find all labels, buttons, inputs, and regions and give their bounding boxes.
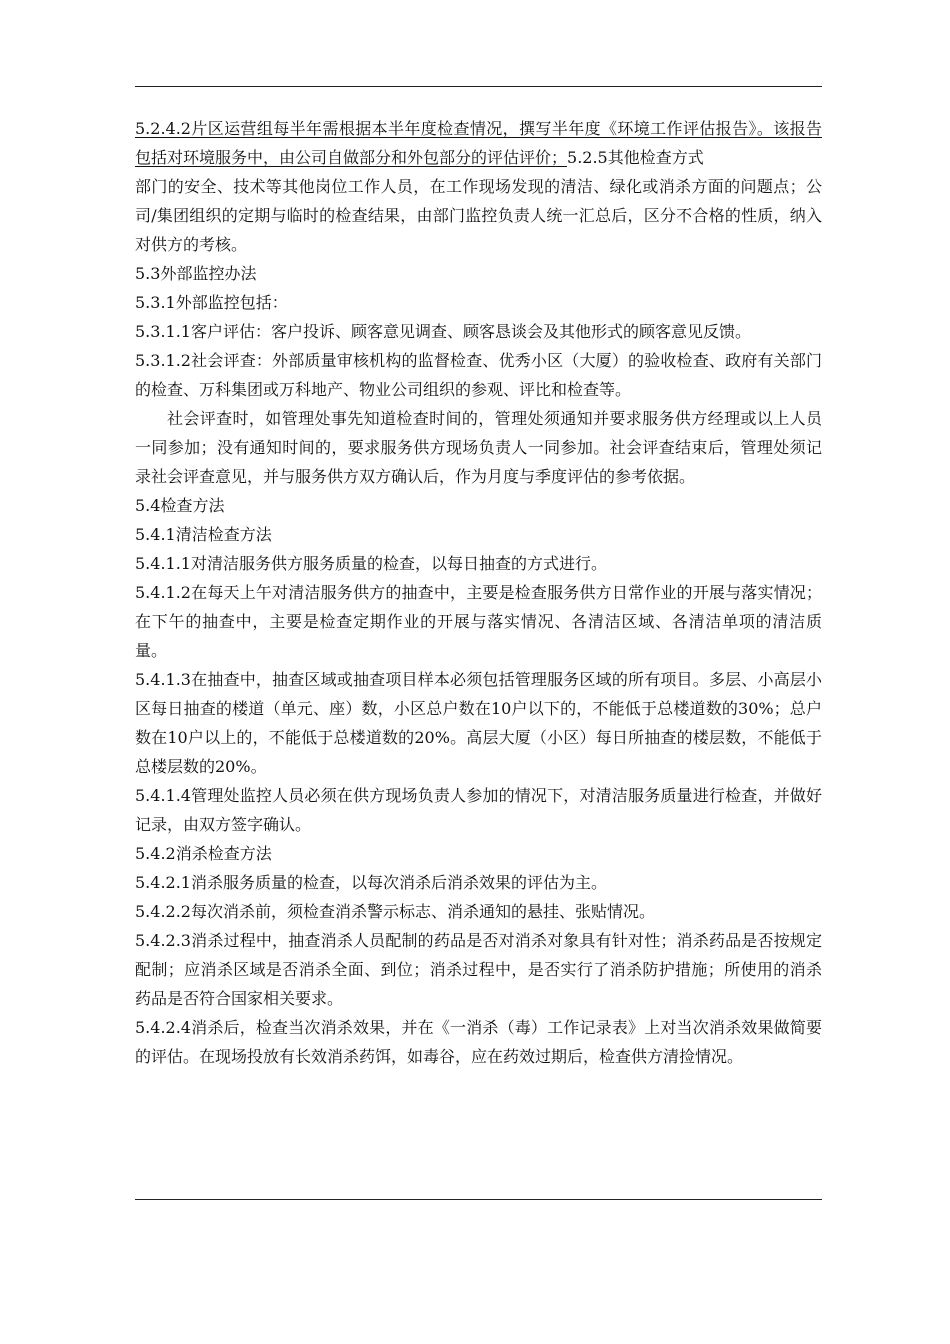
footer-rule <box>135 1199 822 1200</box>
paragraph-5-3-1-1: 5.3.1.1客户评估：客户投诉、顾客意见调查、顾客恳谈会及其他形式的顾客意见反馈。 <box>135 322 751 341</box>
section-heading-5-4-1: 5.4.1清洁检查方法 <box>135 525 272 544</box>
paragraph-5-3-1-2: 5.3.1.2社会评查：外部质量审核机构的监督检查、优秀小区（大厦）的验收检查、政府有关部门的检查、万科集团或万科地产、物业公司组织的参观、评比和检查等。 <box>135 351 822 399</box>
paragraph-social-review: 社会评查时，如管理处事先知道检查时间的，管理处须通知并要求服务供方经理或以上人员一同参加；没有通知时间的，要求服务供方现场负责人一同参加。社会评查结束后，管理处须记录社会评查意见，并与服务供方双方确认后，作为月度与季度评估的参考依据。 <box>135 409 822 486</box>
section-heading-5-2-5: 5.2.5其他检查方式 <box>567 148 704 167</box>
paragraph-5-4-2-1: 5.4.2.1消杀服务质量的检查，以每次消杀后消杀效果的评估为主。 <box>135 873 607 892</box>
underlined-text: 5.2.4.2片区运营组每半年需根据本半年度检查情况，撰写半年度《环境工作评估报告》。该报告包括对环境服务中，由公司自做部分和外包部分的评估评价； <box>135 119 822 167</box>
section-heading-5-4-2: 5.4.2消杀检查方法 <box>135 844 272 863</box>
paragraph-5-3-1: 5.3.1外部监控包括： <box>135 293 288 312</box>
paragraph-5-4-1-1: 5.4.1.1对清洁服务供方服务质量的检查，以每日抽查的方式进行。 <box>135 554 607 573</box>
paragraph-5-4-2-2: 5.4.2.2每次消杀前，须检查消杀警示标志、消杀通知的悬挂、张贴情况。 <box>135 902 655 921</box>
header-rule <box>135 86 822 87</box>
paragraph-5-4-1-4: 5.4.1.4管理处监控人员必须在供方现场负责人参加的情况下，对清洁服务质量进行检查，并做好记录，由双方签字确认。 <box>135 786 822 834</box>
document-body <box>135 114 822 1071</box>
paragraph-5-4-2-4: 5.4.2.4消杀后，检查当次消杀效果，并在《一消杀（毒）工作记录表》上对当次消杀效果做简要的评估。在现场投放有长效消杀药饵，如毒谷，应在药效过期后，检查供方清捡情况。 <box>135 1018 822 1066</box>
paragraph-5-4-1-3: 5.4.1.3在抽查中，抽查区域或抽查项目样本必须包括管理服务区域的所有项目。多层、小高层小区每日抽查的楼道（单元、座）数，小区总户数在10户以下的，不能低于总楼道数的30%；总户数在10户以上的，不能低于总楼道数的20%。高层大厦（小区）每日所抽查的楼层数，不能低于总楼层数的20%。 <box>135 670 822 776</box>
paragraph-5-2-4-2 <box>135 114 822 172</box>
paragraph-5-4-1-2: 5.4.1.2在每天上午对清洁服务供方的抽查中，主要是检查服务供方日常作业的开展与落实情况；在下午的抽查中，主要是检查定期作业的开展与落实情况、各清洁区域、各清洁单项的清洁质量。 <box>135 583 822 660</box>
paragraph-5-4-2-3: 5.4.2.3消杀过程中，抽查消杀人员配制的药品是否对消杀对象具有针对性；消杀药品是否按规定配制；应消杀区域是否消杀全面、到位；消杀过程中，是否实行了消杀防护措施；所使用的消杀药品是否符合国家相关要求。 <box>135 931 822 1008</box>
section-heading-5-4: 5.4检查方法 <box>135 496 225 515</box>
section-heading-5-3: 5.3外部监控办法 <box>135 264 257 283</box>
paragraph-other-check: 部门的安全、技术等其他岗位工作人员，在工作现场发现的清洁、绿化或消杀方面的问题点；公司/集团组织的定期与临时的检查结果，由部门监控负责人统一汇总后，区分不合格的性质，纳入对供方的考核。 <box>135 177 822 254</box>
